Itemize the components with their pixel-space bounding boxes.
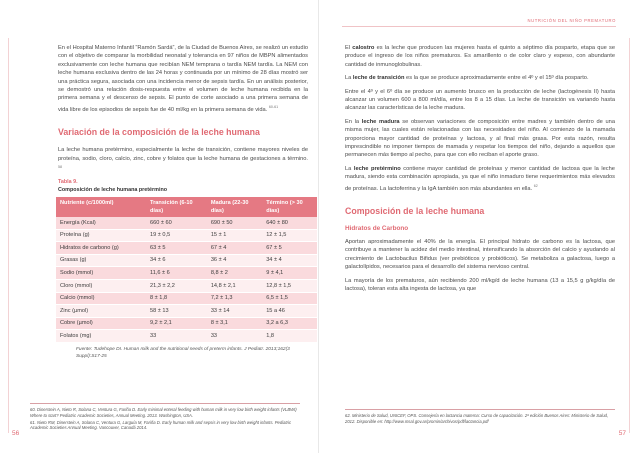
madura-paragraph: En la leche madura se observan variaciones de composición entre madres y también dentro de una misma mujer, las cuales están relacionadas con las necesidades del niño. Al comienzo de la mamada proporciona mayor cantidad de proteínas y lactosa, y al final más grasa. Por esta razón, resulta imprescindible no imponer tiempos de mamada y respetar los tiempos del niño, dejando a aquellos que permanecen más tiempo al pecho, para que con ello reciban el aporte graso. xyxy=(345,118,615,159)
nutrient-value-cell: 8 ± 1,8 xyxy=(146,292,207,305)
right-column xyxy=(345,44,615,298)
page-number-left: 56 xyxy=(12,430,20,437)
nutrient-value-cell: 36 ± 4 xyxy=(207,254,262,267)
subsection-title-carbohydrates: Hidratos de Carbono xyxy=(345,224,409,232)
nutrient-value-cell: 33 ± 14 xyxy=(207,305,262,318)
table-number: Tabla 9. xyxy=(58,179,78,186)
nutrient-name-cell: Proteína (g) xyxy=(56,229,146,242)
page-number-right: 57 xyxy=(618,430,626,437)
nutrient-value-cell: 21,3 ± 2,2 xyxy=(146,280,207,293)
footnote: 60. Dinerstein A, Nieto R, Solana C, Ventura G, Fariña D. Early minimal enteral feeding with human milk in very low birth weight infants (VLBWI) Where to start? Pediatric Academic Societies, Annual Meeting. 2013. Washington, USA. xyxy=(30,407,297,418)
lactogenesis-paragraph: Entre el 4º y el 6º día se produce un aumento brusco en la producción de leche (lactogénesis II) hasta alcanzar un volumen 600 a 800 ml/día, entre los 8 a 15 días. La leche de transición va variando hasta alcanzar las características de la leche madura. xyxy=(345,88,615,112)
calostro-paragraph: El calostro es la leche que producen las mujeres hasta el quinto a séptimo día posparto, etapa que se produce el ingreso de los niños prematuros. Es amarillento o de color claro y espeso, con abundante cantidad de inmunoglobulinas. xyxy=(345,45,616,68)
pretermino-reference: 62 xyxy=(533,183,538,188)
table-row xyxy=(56,330,317,343)
nutrient-name-cell: Hidratos de carbono (g) xyxy=(56,242,146,255)
table-header-cell: Transición (6-10 días) xyxy=(146,197,207,217)
carbohydrates-paragraph: Aportan aproximadamente el 40% de la energía. El principal hidrato de carbono es la lactosa, que contribuye a mantener la acidez del medio intestinal, intensificando la absorción del calcio y ayudando al crecimiento de Lactobacilus Bifidus (ver prebióticos y probióticos). Se metaboliza a galactosa, luego a galactolípidos, necesarios para el desarrollo del sistema nervioso central. xyxy=(345,238,615,271)
table-row xyxy=(56,305,317,318)
transicion-term: leche de transición xyxy=(352,75,405,82)
nutrient-value-cell: 690 ± 50 xyxy=(207,217,262,229)
left-footnotes xyxy=(30,403,300,432)
nutrient-value-cell: 8 ± 3,1 xyxy=(207,317,262,330)
nutrient-name-cell: Folatos (mg) xyxy=(56,330,146,343)
table-row xyxy=(56,229,317,242)
left-column xyxy=(58,44,308,360)
table-row xyxy=(56,242,317,255)
nutrient-value-cell: 67 ± 4 xyxy=(207,242,262,255)
nutrient-value-cell: 12,8 ± 1,5 xyxy=(262,280,317,293)
variation-reference: 58 xyxy=(58,164,62,169)
nutrient-name-cell: Cloro (mmol) xyxy=(56,280,146,293)
right-footnotes xyxy=(345,409,615,426)
nutrient-value-cell: 12 ± 1,5 xyxy=(262,229,317,242)
table-row xyxy=(56,267,317,280)
nutrient-value-cell: 58 ± 13 xyxy=(146,305,207,318)
table-source: Fuente: Tudehope DI. Human milk and the nutritional needs of preterm infants. J Pediatr. 2013;162(3 Suppl):S17-25 xyxy=(76,347,290,359)
nutrient-value-cell: 7,2 ± 1,3 xyxy=(207,292,262,305)
nutrient-value-cell: 15 a 46 xyxy=(262,305,317,318)
lactose-tolerance-paragraph: La mayoría de los prematuros, aún recibiendo 200 ml/kg/d de leche humana (13 a 15,5 g g/kg/día de lactosa), toleran esta alta ingesta de lactosa, ya que xyxy=(345,277,615,293)
nutrient-name-cell: Calcio (mmol) xyxy=(56,292,146,305)
table-title: Composición de leche humana pretérmino xyxy=(58,186,168,193)
nutrient-value-cell: 9 ± 4,1 xyxy=(262,267,317,280)
table-header-row xyxy=(56,197,317,217)
nutrient-name-cell: Energía (Kcal) xyxy=(56,217,146,229)
nutrient-value-cell: 15 ± 1 xyxy=(207,229,262,242)
section-title-composition: Composición de la leche humana xyxy=(345,205,485,216)
nutrient-name-cell: Cobre (µmol) xyxy=(56,317,146,330)
nutrient-value-cell: 9,2 ± 2,1 xyxy=(146,317,207,330)
nutrient-name-cell: Grasas (g) xyxy=(56,254,146,267)
nutrient-value-cell: 660 ± 60 xyxy=(146,217,207,229)
nutrient-value-cell: 67 ± 5 xyxy=(262,242,317,255)
table-header-cell: Término (> 30 días) xyxy=(262,197,317,217)
nutrient-value-cell: 3,2 a 6,3 xyxy=(262,317,317,330)
table-row xyxy=(56,254,317,267)
nutrient-value-cell: 640 ± 80 xyxy=(262,217,317,229)
calostro-term: calostro xyxy=(352,45,375,51)
composition-table xyxy=(56,197,317,343)
transicion-paragraph: La leche de transición es la que se produce aproximadamente entre el 4º y el 15º día posparto. xyxy=(345,75,589,82)
table-row xyxy=(56,217,317,229)
table-header-cell: Nutriente (c/1000ml) xyxy=(56,197,146,217)
table-row xyxy=(56,292,317,305)
table-caption xyxy=(58,179,308,194)
nutrient-value-cell: 63 ± 5 xyxy=(146,242,207,255)
running-header: NUTRICIÓN DEL NIÑO PREMATURO xyxy=(527,18,616,23)
nutrient-value-cell: 14,8 ± 2,1 xyxy=(207,280,262,293)
nutrient-value-cell: 19 ± 0,5 xyxy=(146,229,207,242)
nutrient-value-cell: 8,8 ± 2 xyxy=(207,267,262,280)
variation-paragraph: La leche humana pretérmino, especialmente la leche de transición, contiene mayores niveles de proteína, sodio, cloro, calcio, zinc, cobre y folatos que la leche humana de gestaciones a término. $^{58}$ xyxy=(58,147,308,169)
intro-paragraph: En el Hospital Materno Infantil “Ramón Sardá”, de la Ciudad de Buenos Aires, se realizó un estudio con el objetivo de comparar la morbilidad neonatal y tolerancia en 97 niños de MBPN alimentados exclusivamente con leche humana que recibían NEM temprana o tardía NEM tardía. La NEM con leche humana exclusiva dentro de las 24 horas y continuada por un mínimo de 28 días mostró ser una práctica segura, asociada con una incidencia menor de sepsis tardía. En un análisis posterior, se demostró una relación dosis-respuesta entre el volumen de leche humana recibida en la primera semana y el descenso de sepsis. El punto de corte asociado a una primera semana de vida libre de los episodios de sepsis fue de 40 ml/kg en la primera semana de vida. $^{60-61}$ xyxy=(58,45,308,113)
section-title-variation: Variación de la composición de la leche humana xyxy=(58,127,260,138)
intro-reference: 60-61 xyxy=(268,104,279,109)
table-row xyxy=(56,280,317,293)
table-header-cell: Madura (22-30 días) xyxy=(207,197,262,217)
footnote: 61. Nieto RM, Dinerstein A, Solana C, Ventura G, Larguía M, Fariña D. Early human milk and sepsis in very low birth weight infants. Pediatric Academic Societies Annual Meeting. Vancouver, Canadá 2014. xyxy=(30,419,292,431)
nutrient-value-cell: 1,8 xyxy=(262,330,317,343)
nutrient-value-cell: 33 xyxy=(207,330,262,343)
nutrient-value-cell: 34 ± 6 xyxy=(146,254,207,267)
nutrient-name-cell: Zinc (µmol) xyxy=(56,305,146,318)
nutrient-name-cell: Sodio (mmol) xyxy=(56,267,146,280)
table-row xyxy=(56,317,317,330)
footnote: 62. Ministerio de Salud, UNICEF, OPS. Consejería en lactancia materna: Curso de capacitación. 2ª edición Buenos Aires: Ministerio de Salud, 2012. Disponible en: http://www.msal.gov.ar/promin/archivos/pdf/lactancia.pdf xyxy=(345,413,609,424)
nutrient-value-cell: 6,5 ± 1,5 xyxy=(262,292,317,305)
madura-term: leche madura xyxy=(361,118,400,125)
nutrient-value-cell: 33 xyxy=(146,330,207,343)
pretermino-paragraph: La leche pretérmino contiene mayor cantidad de proteínas y menor cantidad de lactosa que la leche madura, siendo esta combinación apropiada, ya que el niño inmaduro tiene requerimientos más elevados de proteínas. La lactoferrina y la IgA también son más abundantes en ella. $^{62}$ xyxy=(345,165,615,192)
nutrient-value-cell: 34 ± 4 xyxy=(262,254,317,267)
nutrient-value-cell: 11,6 ± 6 xyxy=(146,267,207,280)
pretermino-term: leche pretérmino xyxy=(353,165,401,172)
